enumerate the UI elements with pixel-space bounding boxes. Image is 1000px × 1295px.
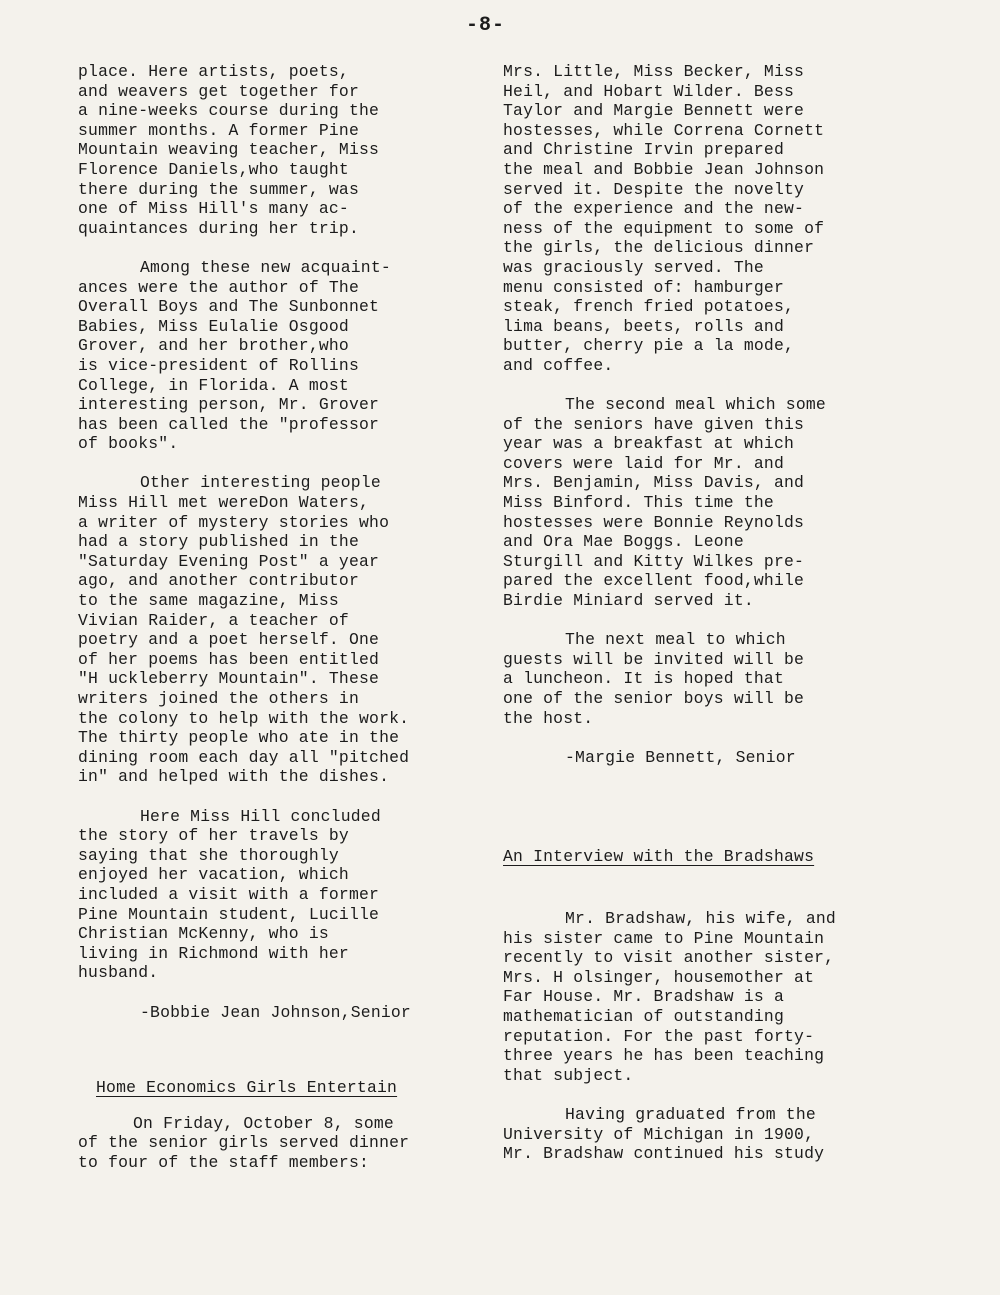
- text-line: ness of the equipment to some of: [503, 218, 825, 238]
- text-line: of books".: [78, 434, 179, 454]
- bradshaw-story-part2: [503, 1105, 903, 1164]
- text-line: College, in Florida. A most: [78, 375, 349, 395]
- text-line: one of the senior boys will be: [503, 689, 805, 708]
- text-line: Christian McKenny, who is: [78, 924, 329, 944]
- home-ec-story-part1: [78, 1114, 478, 1173]
- text-line: Other interesting people: [140, 473, 381, 493]
- text-line: Vivian Raider, a teacher of: [78, 610, 349, 630]
- text-line: enjoyed her vacation, which: [78, 865, 349, 885]
- text-line: to the same magazine, Miss: [78, 591, 339, 611]
- miss-hill-story-part3: [78, 473, 478, 787]
- text-line: of the experience and the new-: [503, 199, 805, 219]
- text-line: Miss Binford. This time the: [503, 493, 774, 513]
- text-line: and weavers get together for: [78, 81, 360, 101]
- text-line: Among these new acquaint-: [140, 257, 391, 277]
- text-line: is vice-president of Rollins: [78, 355, 360, 375]
- text-line: Birdie Miniard served it.: [503, 591, 754, 611]
- text-line: place. Here artists, poets,: [78, 62, 349, 81]
- bradshaw-story-part1: [503, 909, 903, 1085]
- text-line: the colony to help with the work.: [78, 708, 410, 728]
- text-line: quaintances during her trip.: [78, 218, 360, 238]
- text-line: pared the excellent food,while: [503, 571, 805, 591]
- text-line: Heil, and Hobart Wilder. Bess: [503, 81, 795, 101]
- text-line: "Saturday Evening Post" a year: [78, 551, 380, 571]
- text-line: ago, and another contributor: [78, 571, 360, 591]
- text-line: a luncheon. It is hoped that: [503, 669, 785, 689]
- text-line: lima beans, beets, rolls and: [503, 316, 785, 336]
- text-line: mathematician of outstanding: [503, 1006, 785, 1026]
- text-line: Mr. Bradshaw, his wife, and: [565, 908, 836, 928]
- text-line: dining room each day all "pitched: [78, 747, 410, 767]
- text-line: Having graduated from the: [565, 1104, 816, 1124]
- text-line: Overall Boys and The Sunbonnet: [78, 297, 380, 317]
- text-line: summer months. A former Pine: [78, 120, 360, 140]
- text-line: the story of her travels by: [78, 826, 349, 846]
- author-signature: -Bobbie Jean Johnson,Senior: [140, 1002, 411, 1022]
- text-line: of the seniors have given this: [503, 414, 805, 434]
- text-line: Miss Hill met wereDon Waters,: [78, 493, 370, 513]
- text-line: guests will be invited will be: [503, 649, 805, 669]
- text-line: Babies, Miss Eulalie Osgood: [78, 316, 349, 336]
- text-line: interesting person, Mr. Grover: [78, 395, 380, 415]
- text-line: menu consisted of: hamburger: [503, 277, 785, 297]
- miss-hill-story-part4: [78, 807, 478, 983]
- article-heading-bradshaws: An Interview with the Bradshaws: [503, 847, 815, 867]
- text-line: The thirty people who ate in the: [78, 728, 400, 748]
- text-line: a writer of mystery stories who: [78, 512, 390, 532]
- text-line: The second meal which some: [565, 395, 826, 415]
- text-line: hostesses, while Correna Cornett: [503, 120, 825, 140]
- text-line: in" and helped with the dishes.: [78, 767, 390, 787]
- text-line: his sister came to Pine Mountain: [503, 928, 825, 948]
- text-line: has been called the "professor: [78, 414, 380, 434]
- text-line: On Friday, October 8, some: [133, 1113, 394, 1133]
- text-line: the host.: [503, 708, 594, 728]
- text-line: a nine-weeks course during the: [78, 101, 380, 121]
- text-line: included a visit with a former: [78, 884, 380, 904]
- text-line: steak, french fried potatoes,: [503, 297, 795, 317]
- miss-hill-story-part2: [78, 258, 478, 454]
- text-line: there during the summer, was: [78, 179, 360, 199]
- text-line: University of Michigan in 1900,: [503, 1124, 815, 1144]
- text-line: saying that she thoroughly: [78, 845, 339, 865]
- article-heading-home-economics: Home Economics Girls Entertain: [96, 1078, 398, 1098]
- text-line: recently to visit another sister,: [503, 948, 835, 968]
- text-line: Grover, and her brother,who: [78, 336, 349, 356]
- text-line: Sturgill and Kitty Wilkes pre-: [503, 551, 805, 571]
- text-line: Here Miss Hill concluded: [140, 806, 381, 826]
- text-line: Pine Mountain student, Lucille: [78, 904, 380, 924]
- miss-hill-story-part1: [78, 62, 478, 238]
- home-ec-story-part4: [503, 630, 903, 728]
- text-line: husband.: [78, 963, 159, 983]
- text-line: of the senior girls served dinner: [78, 1133, 410, 1153]
- text-line: writers joined the others in: [78, 689, 360, 708]
- text-line: The next meal to which: [565, 630, 786, 650]
- text-line: Mountain weaving teacher, Miss: [78, 140, 380, 160]
- text-line: poetry and a poet herself. One: [78, 630, 380, 650]
- text-line: had a story published in the: [78, 532, 360, 552]
- left-column: [78, 62, 478, 1172]
- text-line: Mrs. Little, Miss Becker, Miss: [503, 62, 805, 81]
- text-line: reputation. For the past forty-: [503, 1026, 815, 1046]
- text-line: ances were the author of The: [78, 277, 360, 297]
- text-line: that subject.: [503, 1065, 634, 1085]
- text-line: Far House. Mr. Bradshaw is a: [503, 987, 785, 1007]
- author-signature: -Margie Bennett, Senior: [565, 747, 796, 767]
- home-ec-story-part3: [503, 395, 903, 611]
- text-line: of her poems has been entitled: [78, 649, 380, 669]
- text-line: living in Richmond with her: [78, 943, 349, 963]
- home-ec-story-part2: [503, 62, 903, 376]
- text-line: Mrs. Benjamin, Miss Davis, and: [503, 473, 805, 493]
- text-line: to four of the staff members:: [78, 1152, 370, 1172]
- text-line: Taylor and Margie Bennett were: [503, 101, 805, 121]
- text-line: served it. Despite the novelty: [503, 179, 805, 199]
- right-column: [503, 62, 903, 1164]
- text-line: Mr. Bradshaw continued his study: [503, 1144, 825, 1164]
- text-line: one of Miss Hill's many ac-: [78, 199, 349, 219]
- text-line: "H uckleberry Mountain". These: [78, 669, 380, 689]
- text-line: three years he has been teaching: [503, 1046, 825, 1066]
- text-line: the girls, the delicious dinner: [503, 238, 815, 258]
- text-line: Mrs. H olsinger, housemother at: [503, 967, 815, 987]
- page-number: -8-: [466, 14, 506, 37]
- text-line: year was a breakfast at which: [503, 434, 795, 454]
- text-line: and coffee.: [503, 355, 614, 375]
- text-line: and Christine Irvin prepared: [503, 140, 785, 160]
- text-line: hostesses were Bonnie Reynolds: [503, 512, 805, 532]
- text-line: butter, cherry pie a la mode,: [503, 336, 795, 356]
- text-line: Florence Daniels,who taught: [78, 159, 349, 179]
- text-line: covers were laid for Mr. and: [503, 453, 785, 473]
- text-line: and Ora Mae Boggs. Leone: [503, 532, 744, 552]
- text-line: the meal and Bobbie Jean Johnson: [503, 159, 825, 179]
- text-line: was graciously served. The: [503, 257, 764, 277]
